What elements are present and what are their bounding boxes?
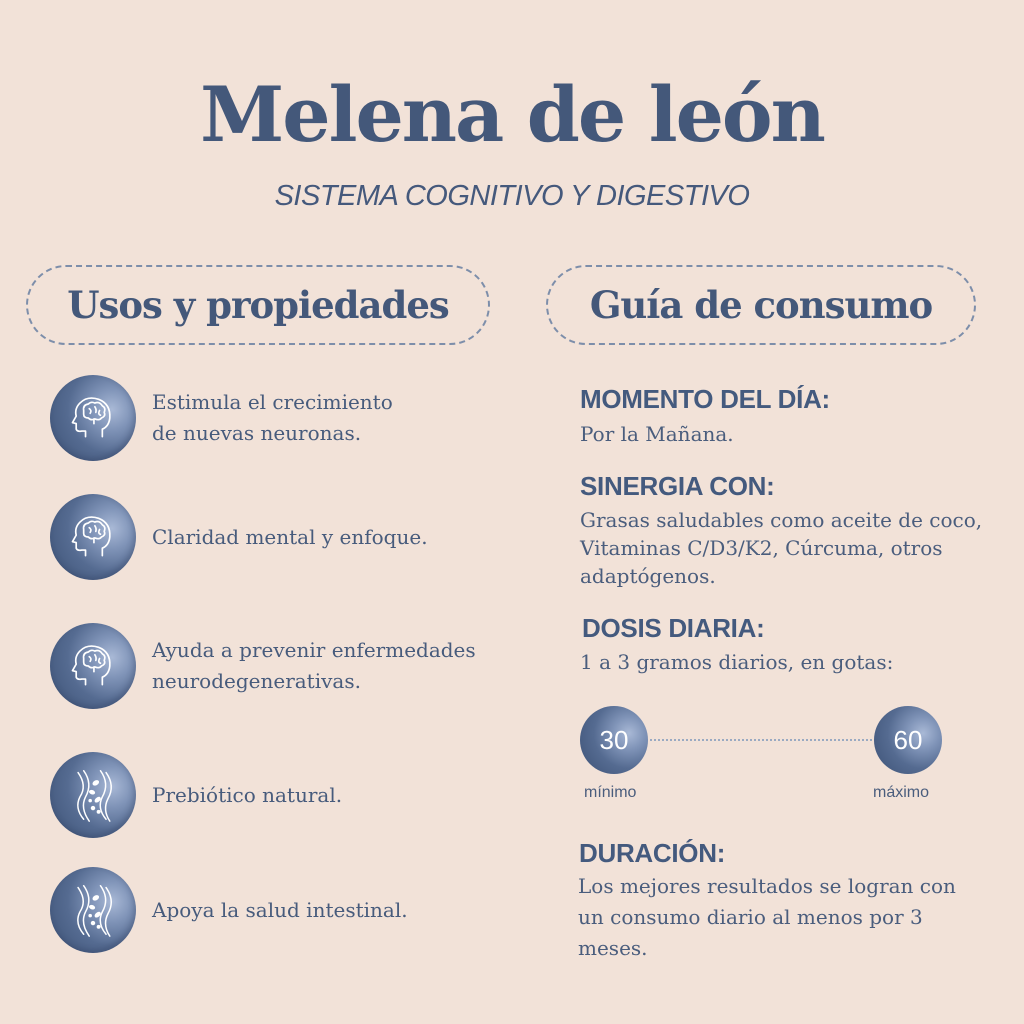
synergy-text: Grasas saludables como aceite de coco, Vitaminas C/D3/K2, Cúrcuma, otros adaptógenos. [580,508,983,588]
dose-max-value: 60 [893,724,923,755]
brain-head-icon [50,623,136,709]
use-item-neurodegenerative [50,622,510,710]
dose-max-circle [874,706,942,774]
use-item-neurons [50,374,510,462]
intestine-icon [50,752,136,838]
dose-range-line [650,739,872,741]
use-text: Estimula el crecimiento de nuevas neuronas. [152,390,393,445]
dose-min-value: 30 [599,724,629,755]
dose-min-label: mínimo [584,784,637,801]
dose-label: DOSIS DIARIA: [582,613,765,643]
uses-heading-pill [26,265,490,345]
moment-label: MOMENTO DEL DÍA: [580,384,830,414]
dose-max-label: máximo [873,784,930,801]
use-text: Ayuda a prevenir enfermedades neurodegenerativas. [152,638,476,693]
brain-head-icon [50,375,136,461]
use-text: Prebiótico natural. [152,782,343,807]
uses-heading: Usos y propiedades [67,283,449,327]
duration-label: DURACIÓN: [579,838,726,868]
guide-heading-pill [546,265,976,345]
moment-text: Por la Mañana. [580,422,734,446]
dose-text: 1 a 3 gramos diarios, en gotas: [580,650,894,674]
guide-heading: Guía de consumo [589,283,933,327]
use-item-clarity [50,493,510,581]
use-text: Claridad mental y enfoque. [152,524,428,549]
intestine-icon [50,867,136,953]
use-item-intestinal-health [50,866,510,954]
use-item-prebiotic [50,751,510,839]
synergy-label: SINERGIA CON: [580,471,775,501]
dose-min-circle [580,706,648,774]
page-title: Melena de león [200,70,824,159]
use-text: Apoya la salud intestinal. [152,897,408,922]
brain-head-icon [50,494,136,580]
page-subtitle: SISTEMA COGNITIVO Y DIGESTIVO [274,180,750,212]
duration-text: Los mejores resultados se logran con un consumo diario al menos por 3 meses. [578,874,956,960]
